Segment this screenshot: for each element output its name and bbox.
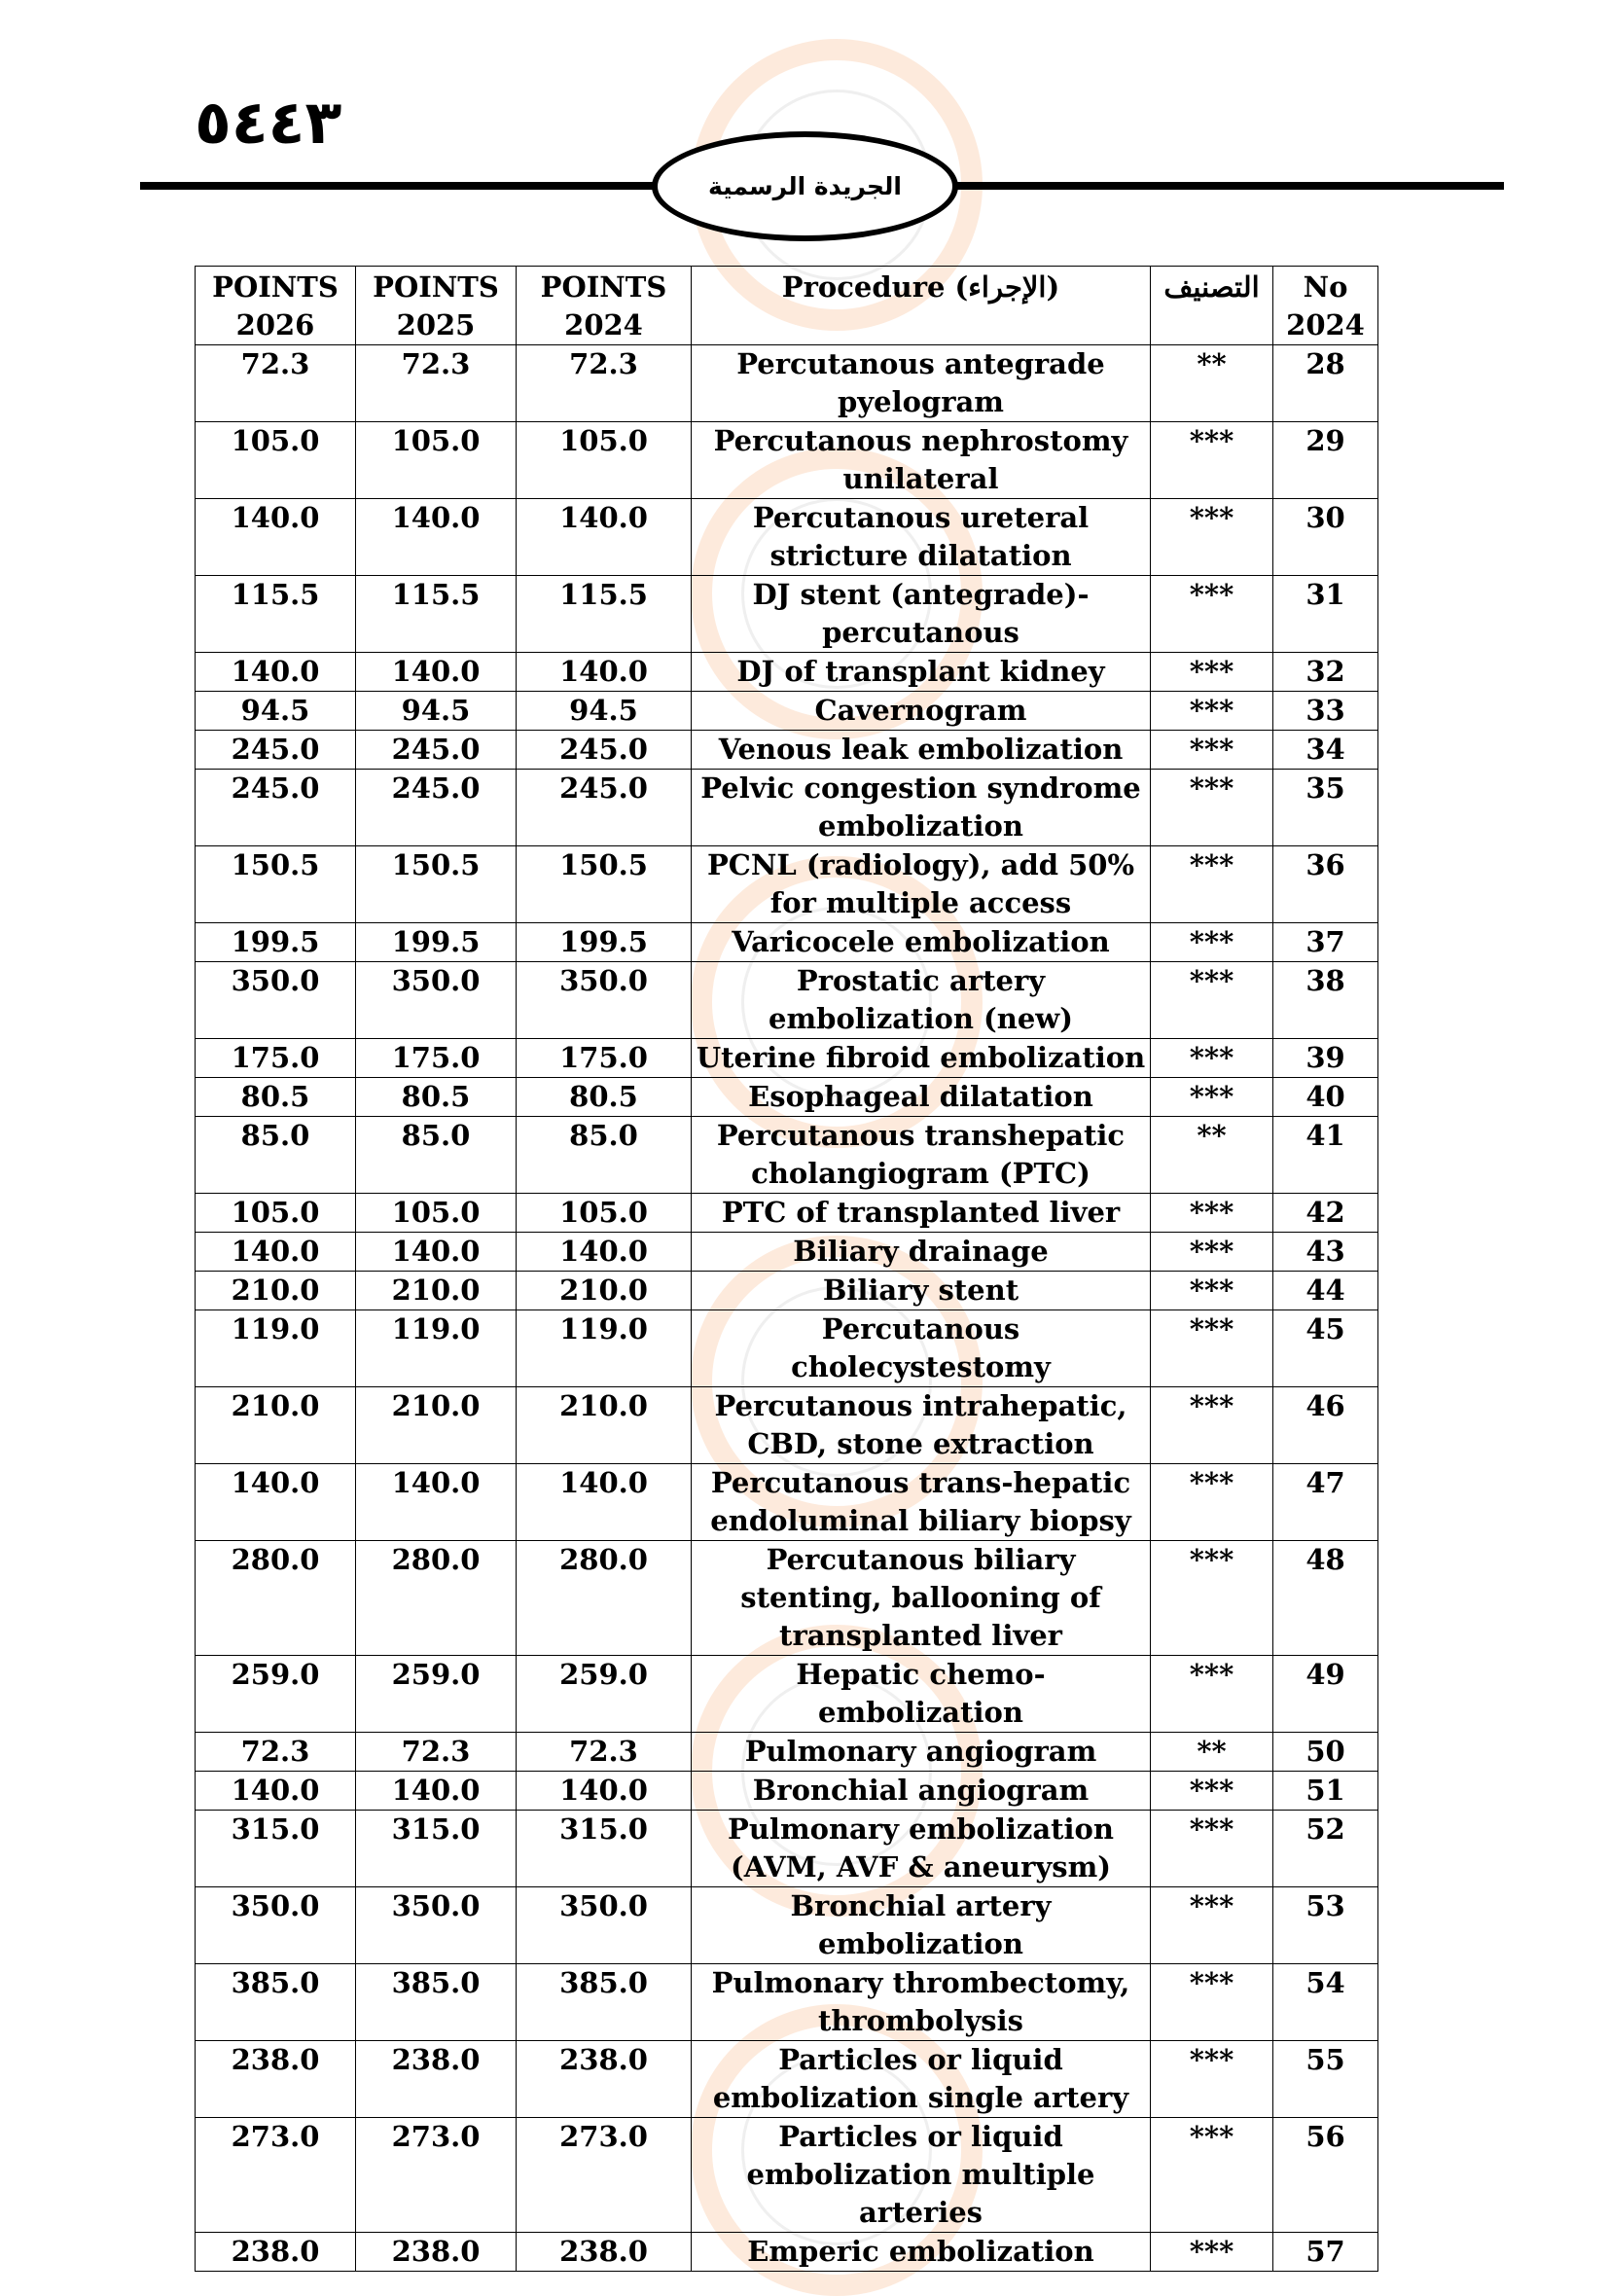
cell-procedure: Uterine fibroid embolization — [692, 1039, 1151, 1078]
cell-points-2026: 119.0 — [196, 1310, 356, 1387]
cell-points-2026: 210.0 — [196, 1272, 356, 1310]
cell-no: 49 — [1273, 1656, 1378, 1733]
table-row — [196, 1464, 1378, 1541]
cell-procedure: Particles or liquid embolization multiple arteries — [692, 2118, 1151, 2233]
cell-procedure: DJ stent (antegrade)-percutanous — [692, 576, 1151, 653]
table-row — [196, 1656, 1378, 1733]
cell-classification: *** — [1151, 422, 1273, 499]
cell-classification: *** — [1151, 1464, 1273, 1541]
cell-points-2025: 259.0 — [356, 1656, 517, 1733]
cell-procedure: Venous leak embolization — [692, 731, 1151, 770]
cell-no: 57 — [1273, 2233, 1378, 2272]
cell-points-2026: 80.5 — [196, 1078, 356, 1117]
cell-points-2024: 199.5 — [517, 923, 692, 962]
cell-procedure: Percutanous intrahepatic, CBD, stone extraction — [692, 1387, 1151, 1464]
cell-classification: *** — [1151, 1387, 1273, 1464]
cell-no: 38 — [1273, 962, 1378, 1039]
cell-points-2025: 80.5 — [356, 1078, 517, 1117]
cell-points-2026: 140.0 — [196, 499, 356, 576]
table-row — [196, 1078, 1378, 1117]
table-row — [196, 770, 1378, 846]
table-row — [196, 692, 1378, 731]
cell-points-2025: 105.0 — [356, 422, 517, 499]
cell-points-2026: 140.0 — [196, 1233, 356, 1272]
cell-points-2025: 175.0 — [356, 1039, 517, 1078]
cell-points-2024: 140.0 — [517, 499, 692, 576]
cell-points-2026: 85.0 — [196, 1117, 356, 1194]
cell-points-2024: 140.0 — [517, 1233, 692, 1272]
cell-no: 56 — [1273, 2118, 1378, 2233]
cell-points-2024: 385.0 — [517, 1964, 692, 2041]
cell-procedure: Percutanous biliary stenting, ballooning of transplanted liver — [692, 1541, 1151, 1656]
cell-points-2026: 259.0 — [196, 1656, 356, 1733]
table-row — [196, 731, 1378, 770]
cell-points-2024: 94.5 — [517, 692, 692, 731]
cell-points-2024: 238.0 — [517, 2041, 692, 2118]
cell-points-2025: 210.0 — [356, 1272, 517, 1310]
table-row — [196, 1387, 1378, 1464]
cell-points-2026: 150.5 — [196, 846, 356, 923]
cell-points-2024: 80.5 — [517, 1078, 692, 1117]
cell-classification: *** — [1151, 1233, 1273, 1272]
cell-points-2026: 72.3 — [196, 345, 356, 422]
header-points-2025: POINTS 2025 — [356, 267, 517, 345]
cell-points-2024: 245.0 — [517, 731, 692, 770]
cell-classification: *** — [1151, 1194, 1273, 1233]
cell-points-2024: 210.0 — [517, 1387, 692, 1464]
cell-no: 29 — [1273, 422, 1378, 499]
cell-procedure: Percutanous cholecystestomy — [692, 1310, 1151, 1387]
cell-points-2025: 385.0 — [356, 1964, 517, 2041]
table-row — [196, 1194, 1378, 1233]
table-row — [196, 2233, 1378, 2272]
gazette-title-badge — [652, 131, 958, 241]
cell-no: 41 — [1273, 1117, 1378, 1194]
table-row — [196, 1233, 1378, 1272]
table-row — [196, 923, 1378, 962]
cell-points-2025: 280.0 — [356, 1541, 517, 1656]
cell-procedure: Cavernogram — [692, 692, 1151, 731]
cell-no: 32 — [1273, 653, 1378, 692]
cell-points-2025: 245.0 — [356, 731, 517, 770]
cell-points-2026: 315.0 — [196, 1811, 356, 1887]
cell-points-2026: 105.0 — [196, 422, 356, 499]
cell-points-2025: 238.0 — [356, 2041, 517, 2118]
cell-no: 34 — [1273, 731, 1378, 770]
cell-no: 47 — [1273, 1464, 1378, 1541]
cell-points-2024: 150.5 — [517, 846, 692, 923]
cell-procedure: Bronchial artery embolization — [692, 1887, 1151, 1964]
cell-points-2025: 315.0 — [356, 1811, 517, 1887]
cell-classification: *** — [1151, 1811, 1273, 1887]
cell-points-2024: 315.0 — [517, 1811, 692, 1887]
table-row — [196, 1887, 1378, 1964]
cell-points-2024: 85.0 — [517, 1117, 692, 1194]
cell-points-2026: 140.0 — [196, 653, 356, 692]
cell-no: 46 — [1273, 1387, 1378, 1464]
cell-no: 42 — [1273, 1194, 1378, 1233]
table-row — [196, 576, 1378, 653]
cell-no: 37 — [1273, 923, 1378, 962]
cell-points-2025: 72.3 — [356, 345, 517, 422]
cell-classification: *** — [1151, 499, 1273, 576]
cell-classification: *** — [1151, 923, 1273, 962]
table-row — [196, 2041, 1378, 2118]
cell-points-2025: 140.0 — [356, 499, 517, 576]
cell-classification: ** — [1151, 345, 1273, 422]
cell-classification: *** — [1151, 1039, 1273, 1078]
cell-procedure: Pulmonary angiogram — [692, 1733, 1151, 1772]
cell-points-2024: 140.0 — [517, 1772, 692, 1811]
cell-points-2026: 238.0 — [196, 2041, 356, 2118]
cell-points-2025: 85.0 — [356, 1117, 517, 1194]
cell-classification: *** — [1151, 1772, 1273, 1811]
table-row — [196, 1541, 1378, 1656]
table-row — [196, 846, 1378, 923]
cell-points-2025: 210.0 — [356, 1387, 517, 1464]
cell-points-2025: 350.0 — [356, 1887, 517, 1964]
cell-points-2026: 385.0 — [196, 1964, 356, 2041]
cell-points-2025: 72.3 — [356, 1733, 517, 1772]
cell-points-2024: 119.0 — [517, 1310, 692, 1387]
cell-classification: *** — [1151, 692, 1273, 731]
cell-procedure: Percutanous nephrostomy unilateral — [692, 422, 1151, 499]
cell-no: 31 — [1273, 576, 1378, 653]
cell-procedure: Percutanous transhepatic cholangiogram (PTC) — [692, 1117, 1151, 1194]
cell-points-2026: 238.0 — [196, 2233, 356, 2272]
cell-classification: *** — [1151, 1887, 1273, 1964]
cell-no: 55 — [1273, 2041, 1378, 2118]
table-row — [196, 1772, 1378, 1811]
cell-classification: *** — [1151, 1656, 1273, 1733]
cell-classification: *** — [1151, 576, 1273, 653]
cell-points-2025: 140.0 — [356, 1772, 517, 1811]
table-row — [196, 1964, 1378, 2041]
cell-classification: ** — [1151, 1117, 1273, 1194]
cell-no: 52 — [1273, 1811, 1378, 1887]
cell-classification: *** — [1151, 770, 1273, 846]
cell-no: 50 — [1273, 1733, 1378, 1772]
table-row — [196, 653, 1378, 692]
cell-points-2026: 115.5 — [196, 576, 356, 653]
table-row — [196, 1310, 1378, 1387]
table-row — [196, 1039, 1378, 1078]
cell-points-2026: 350.0 — [196, 962, 356, 1039]
cell-points-2025: 273.0 — [356, 2118, 517, 2233]
cell-classification: *** — [1151, 1541, 1273, 1656]
header-points-2024: POINTS 2024 — [517, 267, 692, 345]
cell-points-2025: 94.5 — [356, 692, 517, 731]
table-row — [196, 1811, 1378, 1887]
cell-points-2024: 245.0 — [517, 770, 692, 846]
header-points-2026: POINTS 2026 — [196, 267, 356, 345]
cell-points-2026: 273.0 — [196, 2118, 356, 2233]
cell-points-2026: 105.0 — [196, 1194, 356, 1233]
cell-points-2026: 175.0 — [196, 1039, 356, 1078]
cell-classification: *** — [1151, 2233, 1273, 2272]
cell-classification: *** — [1151, 1310, 1273, 1387]
cell-points-2024: 350.0 — [517, 962, 692, 1039]
cell-procedure: Varicocele embolization — [692, 923, 1151, 962]
cell-points-2024: 140.0 — [517, 1464, 692, 1541]
cell-points-2026: 245.0 — [196, 770, 356, 846]
cell-points-2024: 105.0 — [517, 1194, 692, 1233]
cell-classification: *** — [1151, 2118, 1273, 2233]
cell-procedure: Particles or liquid embolization single artery — [692, 2041, 1151, 2118]
cell-points-2026: 140.0 — [196, 1464, 356, 1541]
cell-points-2024: 175.0 — [517, 1039, 692, 1078]
cell-no: 43 — [1273, 1233, 1378, 1272]
cell-procedure: Pelvic congestion syndrome embolization — [692, 770, 1151, 846]
cell-points-2025: 115.5 — [356, 576, 517, 653]
cell-points-2026: 245.0 — [196, 731, 356, 770]
cell-no: 39 — [1273, 1039, 1378, 1078]
cell-points-2024: 72.3 — [517, 345, 692, 422]
cell-classification: *** — [1151, 1272, 1273, 1310]
cell-procedure: DJ of transplant kidney — [692, 653, 1151, 692]
table-row — [196, 2118, 1378, 2233]
cell-points-2025: 105.0 — [356, 1194, 517, 1233]
cell-classification: ** — [1151, 1733, 1273, 1772]
cell-points-2024: 238.0 — [517, 2233, 692, 2272]
table-row — [196, 345, 1378, 422]
cell-points-2024: 105.0 — [517, 422, 692, 499]
header-classification: التصنيف — [1151, 267, 1273, 345]
cell-points-2025: 119.0 — [356, 1310, 517, 1387]
cell-classification: *** — [1151, 1078, 1273, 1117]
cell-points-2026: 350.0 — [196, 1887, 356, 1964]
cell-procedure: Prostatic artery embolization (new) — [692, 962, 1151, 1039]
cell-points-2025: 140.0 — [356, 653, 517, 692]
cell-classification: *** — [1151, 1964, 1273, 2041]
table-row — [196, 962, 1378, 1039]
cell-classification: *** — [1151, 653, 1273, 692]
cell-classification: *** — [1151, 2041, 1273, 2118]
gazette-title: الجريدة الرسمية — [707, 172, 903, 200]
header-procedure: Procedure (الإجراء) — [692, 267, 1151, 345]
cell-procedure: PTC of transplanted liver — [692, 1194, 1151, 1233]
cell-no: 33 — [1273, 692, 1378, 731]
table-row — [196, 422, 1378, 499]
table-row — [196, 499, 1378, 576]
cell-points-2026: 72.3 — [196, 1733, 356, 1772]
cell-procedure: Hepatic chemo-embolization — [692, 1656, 1151, 1733]
cell-no: 51 — [1273, 1772, 1378, 1811]
cell-points-2024: 259.0 — [517, 1656, 692, 1733]
cell-no: 30 — [1273, 499, 1378, 576]
cell-procedure: Percutanous antegrade pyelogram — [692, 345, 1151, 422]
cell-points-2025: 238.0 — [356, 2233, 517, 2272]
page-number: ٥٤٤٣ — [195, 87, 342, 158]
cell-no: 35 — [1273, 770, 1378, 846]
cell-no: 53 — [1273, 1887, 1378, 1964]
cell-procedure: Biliary drainage — [692, 1233, 1151, 1272]
cell-points-2024: 140.0 — [517, 653, 692, 692]
cell-no: 44 — [1273, 1272, 1378, 1310]
cell-points-2026: 199.5 — [196, 923, 356, 962]
cell-procedure: Biliary stent — [692, 1272, 1151, 1310]
cell-no: 48 — [1273, 1541, 1378, 1656]
cell-points-2025: 350.0 — [356, 962, 517, 1039]
cell-no: 40 — [1273, 1078, 1378, 1117]
table-row — [196, 1272, 1378, 1310]
cell-classification: *** — [1151, 846, 1273, 923]
cell-points-2026: 140.0 — [196, 1772, 356, 1811]
cell-points-2026: 94.5 — [196, 692, 356, 731]
table-header-row — [196, 267, 1378, 345]
cell-no: 36 — [1273, 846, 1378, 923]
cell-points-2025: 199.5 — [356, 923, 517, 962]
procedures-table — [195, 266, 1378, 2272]
table-row — [196, 1733, 1378, 1772]
cell-points-2024: 115.5 — [517, 576, 692, 653]
cell-classification: *** — [1151, 962, 1273, 1039]
cell-procedure: Pulmonary embolization (AVM, AVF & aneurysm) — [692, 1811, 1151, 1887]
cell-points-2026: 210.0 — [196, 1387, 356, 1464]
cell-no: 28 — [1273, 345, 1378, 422]
cell-no: 45 — [1273, 1310, 1378, 1387]
header-no: No 2024 — [1273, 267, 1378, 345]
cell-points-2024: 350.0 — [517, 1887, 692, 1964]
cell-points-2026: 280.0 — [196, 1541, 356, 1656]
cell-points-2025: 245.0 — [356, 770, 517, 846]
cell-points-2025: 140.0 — [356, 1233, 517, 1272]
cell-classification: *** — [1151, 731, 1273, 770]
cell-points-2024: 280.0 — [517, 1541, 692, 1656]
cell-procedure: Bronchial angiogram — [692, 1772, 1151, 1811]
cell-points-2024: 210.0 — [517, 1272, 692, 1310]
cell-procedure: PCNL (radiology), add 50% for multiple access — [692, 846, 1151, 923]
cell-points-2024: 273.0 — [517, 2118, 692, 2233]
cell-procedure: Percutanous trans-hepatic endoluminal biliary biopsy — [692, 1464, 1151, 1541]
cell-procedure: Percutanous ureteral stricture dilatation — [692, 499, 1151, 576]
cell-no: 54 — [1273, 1964, 1378, 2041]
cell-procedure: Emperic embolization — [692, 2233, 1151, 2272]
cell-points-2024: 72.3 — [517, 1733, 692, 1772]
cell-procedure: Esophageal dilatation — [692, 1078, 1151, 1117]
cell-procedure: Pulmonary thrombectomy, thrombolysis — [692, 1964, 1151, 2041]
table-row — [196, 1117, 1378, 1194]
cell-points-2025: 140.0 — [356, 1464, 517, 1541]
cell-points-2025: 150.5 — [356, 846, 517, 923]
